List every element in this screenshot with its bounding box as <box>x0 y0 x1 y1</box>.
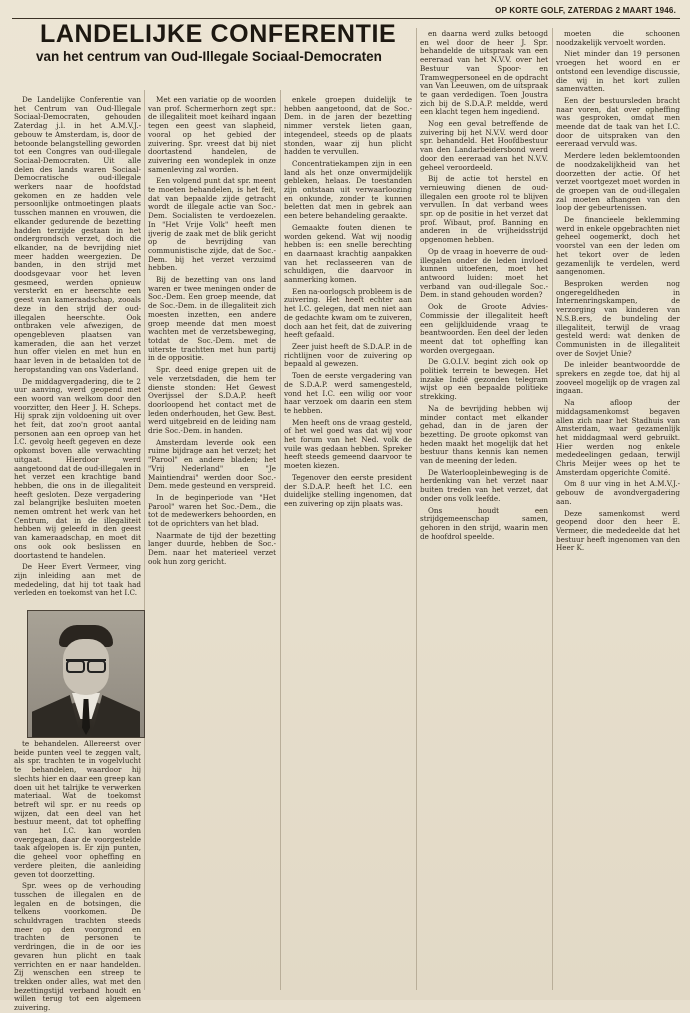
paragraph: Op de vraag in hoeverre de oud-illegalen onder de leden invloed kunnen uitoefenen, moet het antwoord luiden: moet het verband van oud-illegale Soc.-Dem. in stand gehouden worden? <box>420 246 548 300</box>
paragraph: Een na-oorlogsch probleem is de zuivering. Het heeft echter aan het I.C. gelegen, dat men niet aan de gedachte kwam om te zuiveren, doch aan het feit, dat de zuivering heeft gefaald. <box>284 286 412 340</box>
article-column-4 <box>420 30 548 992</box>
paragraph: Na afloop der middagsamenkomst begaven allen zich naar het Stadhuis van Amsterdam, waar gezamenlijk het middagmaal werd gebruikt. Hier werden nog enkele mededeelingen gedaan, terwijl Chris Meijer wees op het te Amsterdam opgerichte Comité. <box>556 398 680 477</box>
headline-block <box>12 20 412 65</box>
paragraph: Concentratiekampen zijn in een land als het onze onvermijdelijk gebleken, helaas. De toestanden zijn ontstaan uit verwaarloozing en onkunde, zonder te kunnen beletten dat men in gebrek aan een betere behandeling geraakte. <box>284 158 412 221</box>
paragraph: Merdere leden beklemtoonden de noodzakelijkheid van het doorzetten der actie. Of het verzet voortgezet moet worden in de groepen van de oud-illegalen zal moeten afhangen van den loop der gebeurtenissen. <box>556 151 680 213</box>
paragraph: Na de bevrijding hebben wij minder contact met elkander gehad, dan in de jaren der bezetting. De groote opkomst van heden maakt het mogelijk dat het bestuur thans kennis kan nemen van de meening der leden. <box>420 403 548 466</box>
article-column-3 <box>284 96 412 991</box>
paragraph: De inleider beantwoordde de sprekers en zegde toe, dat hij al zooveel mogelijk op de vragen zal ingaan. <box>556 360 680 396</box>
paragraph: Spr. wees op de verhouding tusschen de illegalen en de legalen en de botsingen, die telkens voorkomen. De schuldvragen trachten steeds meer op den voorgrond en trachten de personen te verdringen, die in de oor ies gevaren hun plicht en taak verrichten en er naar handelden. Zij wenschen een streep te trekken onder alles, wat met den bezettingstijd verband houdt en willen terug tot een algemeen zuivering. <box>14 881 141 1013</box>
paragraph: Een der bestuursleden bracht naar voren, dat over opheffing was gesproken, omdat men meende dat de taak van het I.C. door de uitspraken van den eereraad vervuld was. <box>556 95 680 149</box>
column-divider <box>280 90 281 990</box>
paragraph: Bij de actie tot herstel en vernieuwing dienen de oud-illegalen een groote rol te blijven vervullen. In dat verband wees spr. op de positie in het verzet dat prof. Wibaut, prof. Banning en anderen in de vrijheidsstrijd opgenomen hebben. <box>420 174 548 245</box>
paragraph: Deze samenkomst werd geopend door den heer E. Vermeer, die mededeelde dat het bestuur heeft ingenomen van den Heer K. <box>556 508 680 553</box>
paragraph: Men heeft ons de vraag gesteld, of het wel goed was dat wij voor het forum van het Ned. volk de vuile was gedaan hebben. Spreker heeft steeds gemeend daarvoor te moeten kiezen. <box>284 417 412 471</box>
paragraph: Amsterdam leverde ook een ruime bijdrage aan het verzet; het "Parool" en andere bladen; het "Vrij Nederland" en "Je Maintiendrai" werden door Soc.-Dem. mede gesteund en verspreid. <box>148 437 276 491</box>
headline: LANDELIJKE CONFERENTIE <box>40 20 397 48</box>
masthead-rule <box>12 18 680 19</box>
paragraph: Naarmate de tijd der bezetting langer duurde, hebben de Soc.-Dem. naar het materieel verzet ook hun zorg gericht. <box>148 530 276 566</box>
paragraph: De Landelijke Conferentie van het Centrum van Oud-Illegale Sociaal-Democraten, gehouden Zaterdag j.l. in het A.M.V.J.-gebouw te Amsterdam, is, door de betoonde belangstelling geworden tot een Congres van oud-illegale Sociaal-Democraten. Uit alle delen des lands waren Sociaal-Democratische oud-illegale werkers naar de hoofdstad gekomen en ze hadden vele persoonlijke ontmoetingen plaats tusschen mannen en vrouwen, die elkander gedurende de bezetting hadden terzijde gestaan in het ondergrondsch verzet, doch die elkander, na de bevrijding niet meer hadden weergezien. De banden, in den strijd met doodsgevaar voor het leven gesmeed, werden opnieuw versterkt en er heerschte een geest van kameraadschap, zooals deze in den strijd der oud-illegalen heerschte. Ook ontbraken vele afwezigen, de opengebleven plaatsen van kameraden, die aan het verzet hun offer vielen en met hun en haar leven in de betaalden tot de heropstanding van ons Vaderland. <box>14 95 141 374</box>
paragraph: De Heer Evert Vermeer, ving zijn inleiding aan met de mededeling, dat hij tot taak had verleden en toekomst van het I.C. <box>14 562 141 598</box>
paragraph: De Waterloopleinbeweging is de herdenking van het verzet naar buiten treden van het verzet, dat onder ons volk leefde. <box>420 467 548 503</box>
paragraph: Besproken werden nog ongeregeldheden in Internenringskampen, de verzorging van kinderen van N.S.B.ers, de bundeling der illegaliteit, terwijl de vraag gesteld werd: wat denken de Communisten in de illegaliteit over de Sovjet Unie? <box>556 278 680 358</box>
paragraph: De G.O.I.V. begint zich ook op politiek terrein te bewegen. Het inzake Indië gezonden telegram wijst op een bepaalde politieke strekking. <box>420 357 548 402</box>
paragraph: Niet minder dan 19 personen vroegen het woord en er ontstond een levendige discussie, die wij in het kort zullen samenvatten. <box>556 49 680 94</box>
article-column-2 <box>148 96 276 991</box>
subheadline: van het centrum van Oud-Illegale Sociaal-Democraten <box>36 49 382 64</box>
paragraph: Bij de bezetting van ons land waren er twee meningen onder de Soc.-Dem. Een groep meende, dat de Soc.-Dem. in de illegaliteit zich moesten inzetten, een andere groep meende dat men moest wachten met de verzetsbeweging, totdat de Soc.-Dem. met de uiterste trachtten met hun partij in de oppositie. <box>148 275 276 363</box>
paragraph: Een volgend punt dat spr. meent te moeten behandelen, is het feit, dat van bepaalde zijde getracht wordt de illegale actie van Soc.-Dem. Socialisten te verdoezelen. In "Het Vrije Volk" heeft men ijverig de zaak met de blik gericht op de bevrijding van communistische zijde, dat de Soc.-Dem. bij het verzet verzuimd hebben. <box>148 176 276 273</box>
paragraph: Met een variatie op de woorden van prof. Schermerhorn zegt spr.: de illegaliteit moet keihard ingaan tegen een geest van slapheid, vooral op het gebied der zuivering. Spr. vreest dat bij niet doortastend handelen, de zuivering een wondeplek in onze samenleving zal worden. <box>148 95 276 174</box>
paragraph: Spr. deed enige grepen uit de vele verzetsdaden, die hem ter dienste stonden: Het Gewest Overijssel der S.D.A.P. heeft doorloopend het contact met de leden onderhouden, het Gew. Best. werd uitgebreid en de leiding nam drie Soc.-Dem. in handen. <box>148 365 276 436</box>
paragraph: moeten die schoonen noodzakelijk vervoelt worden. <box>556 29 680 47</box>
paragraph: Nog een geval betreffende de zuivering bij het N.V.V. werd door spr. behandeld. Het Hoofdbestuur van den Landarbeidersbond werd door den eereraad van het N.V.V. geheel veroordeeld. <box>420 119 548 172</box>
portrait-photo <box>27 610 145 738</box>
article-column-5 <box>556 30 680 992</box>
paragraph: In de beginperiode van "Het Parool" waren het Soc.-Dem., die tot de medewerkers behoorden, en tot de oprichters van het blad. <box>148 492 276 529</box>
paragraph: Zeer juist heeft de S.D.A.P. in de richtlijnen voor de zuivering op bepaald al gewezen. <box>284 341 412 369</box>
paragraph: Ook de Groote Advies-Commissie der illegaliteit heeft een gelijkluidende vraag te beantwoorden. Een deel der leden meent dat tot opheffing kan worden overgegaan. <box>420 302 548 355</box>
article-column-1-continued <box>14 739 141 1013</box>
paragraph: Ons houdt een strijdgemeenschap samen, gehoren in den strijd, waarin men de hoofdrol speelde. <box>420 505 548 541</box>
column-divider <box>144 90 145 990</box>
paragraph: te behandelen. Allereerst over beide punten veel te zeggen valt, als spr. trachten te in vogelvlucht te behandelen, waardoor hij slechts hier en daar een greep kan doen uit het talrijke te verwerken materiaal. Wat de toekomst betreft wil spr. er nu reeds op wijzen, dat een deel van het bestuur meent, dat tot opheffing van het I.C. kan worden overgegaan, daar de voorgestelde taak afgelopen is. Er zijn punten, die geheel voor opheffing en verdere pleiten, die aanleiding geven tot doorzetting. <box>14 739 141 879</box>
photo-glasses <box>66 659 106 670</box>
paragraph: De financieele beklemming werd in enkele opgebrachten niet geheel oogemerkt, doch het voorstel van een der leden om het tekort over de leden gezamenlijk te verdelen, werd aangenomen. <box>556 215 680 277</box>
column-divider <box>552 28 553 990</box>
paragraph: Toen de eerste vergadering van de S.D.A.P. werd samengesteld, vond het I.C. een wilig oor voor haar verzoek om daarin een stem te hebben. <box>284 371 412 415</box>
paragraph: enkele groepen duidelijk te hebben aangetoond, dat de Soc.-Dem. in de jaren der bezetting nimmer verstek lieten gaan, integendeel, steeds op de plaats stonden, waar zij hun plicht hadden te vervullen. <box>284 95 412 157</box>
running-head: OP KORTE GOLF, ZATERDAG 2 MAART 1946. <box>495 6 676 15</box>
paragraph: Tegenover den eerste president der S.D.A.P. heeft het I.C. een duidelijke stelling ingenomen, dat een zuivering op zijn plaats was. <box>284 472 412 508</box>
paragraph: De middagvergadering, die te 2 uur aanving, werd geopend met een woord van welkom door den voorzitter, den Heer J. H. Scheps. Hij sprak zijn voldoening uit over het feit, dat zoo'n groot aantal personen aan een oproep van het I.C. gevolg heeft gegeven en deze opkomst boven alle verwachting uitgaat. Hierdoor werd aangetoond dat de oud-illegalen in het verzet een krachtige band hebben, die ons in de illegaliteit heeft gesloten. Deze vergadering zal belangrijke besluiten moeten nemen omtrent het werk van het Centrum, dat in de illegaliteit hebben wij geleefd in den geest van kameraadschap, en moet dit ons ook ook beslissen en doortastend te handelen. <box>14 376 141 560</box>
paragraph: en daarna werd zulks betoogd en wel door de heer J. Spr. behandelde de uitspraak van een eereraad van het N.V.V. over het Bestuur van Spoor- en Tramwegpersoneel en de opdracht van Van Leeuwen, om de uitspraak te gaan verdedigen. Toen Joustra zich bij de S.D.A.P. meldde, werd een klacht tegen hem ingediend. <box>420 29 548 117</box>
column-divider <box>416 28 417 990</box>
paragraph: Om 8 uur ving in het A.M.V.J.-gebouw de avondvergadering aan. <box>556 479 680 506</box>
paragraph: Gemaakte fouten dienen te worden gekend. Wat wij noodig hebben is: een snelle berechting en daarnaast krachtig aanpakken van het reclasseeren van de schuldigen, die daarvoor in aanmerking komen. <box>284 222 412 285</box>
